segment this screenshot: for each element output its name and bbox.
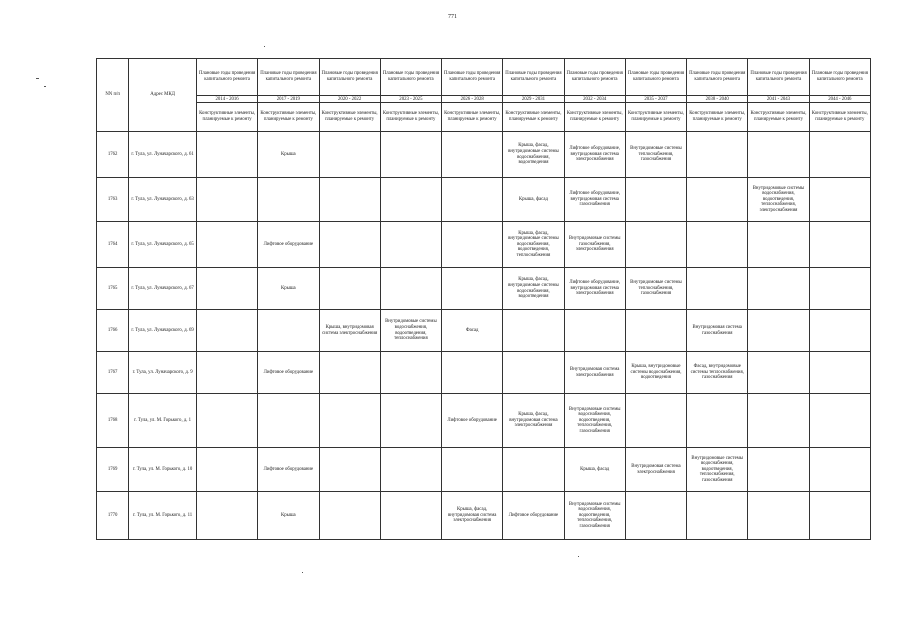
plan-cell bbox=[196, 310, 257, 352]
table-header bbox=[97, 59, 871, 132]
plan-cell bbox=[442, 132, 503, 178]
period-years: 2017 - 2019 bbox=[258, 96, 319, 103]
table-row bbox=[97, 394, 871, 448]
plan-cell bbox=[687, 268, 748, 310]
table-row bbox=[97, 222, 871, 268]
col-header-address: Адрес МКД bbox=[129, 59, 197, 132]
row-number: 1770 bbox=[97, 492, 129, 540]
plan-cell bbox=[687, 178, 748, 222]
plan-cell bbox=[319, 448, 380, 492]
plan-cell bbox=[380, 394, 441, 448]
page-number: 771 bbox=[448, 14, 457, 20]
plan-cell: Внутридомовые системы водоснабжения, водоотведения, теплоснабжения bbox=[380, 310, 441, 352]
scan-speck bbox=[44, 86, 46, 87]
plan-cell bbox=[258, 310, 319, 352]
table-row bbox=[97, 492, 871, 540]
col-header-period: Плановые годы проведения капитального ремонта bbox=[503, 59, 564, 96]
col-subheader: Конструктивные элементы, планируемые к ремонту bbox=[564, 103, 625, 132]
plan-cell bbox=[625, 310, 686, 352]
plan-cell: Внутридомовая система электроснабжения bbox=[564, 352, 625, 394]
col-header-period: Плановые годы проведения капитального ремонта bbox=[809, 59, 870, 96]
plan-cell: Лифтовое оборудование bbox=[503, 492, 564, 540]
plan-cell: Крыша, фасад, внутридомовые системы водоснабжения, водоотведения bbox=[503, 268, 564, 310]
plan-cell: Крыша bbox=[258, 132, 319, 178]
plan-cell: Крыша, фасад bbox=[503, 178, 564, 222]
col-subheader: Конструктивные элементы, планируемые к ремонту bbox=[196, 103, 257, 132]
plan-cell bbox=[442, 448, 503, 492]
row-address: г. Тула, ул. Луначарского, д. 67 bbox=[129, 268, 197, 310]
plan-cell: Крыша, фасад, внутридомовая система электроснабжения bbox=[442, 492, 503, 540]
plan-cell: Лифтовое оборудование bbox=[442, 394, 503, 448]
plan-cell bbox=[258, 178, 319, 222]
plan-cell: Фасад, внутридомовые системы теплоснабжения, газоснабжения bbox=[687, 352, 748, 394]
row-number: 1764 bbox=[97, 222, 129, 268]
plan-cell bbox=[442, 178, 503, 222]
header-row-years bbox=[97, 96, 871, 103]
col-header-period: Плановые годы проведения капитального ремонта bbox=[319, 59, 380, 96]
scan-speck bbox=[302, 572, 303, 573]
plan-cell bbox=[503, 448, 564, 492]
header-row-elements bbox=[97, 103, 871, 132]
plan-cell bbox=[687, 132, 748, 178]
plan-cell: Внутридомовые системы водоснабжения, водоотведения, теплоснабжения, газоснабжения bbox=[564, 394, 625, 448]
plan-cell: Крыша, фасад, внутридомовые системы водоснабжения, водоотведения, теплоснабжения bbox=[503, 222, 564, 268]
scan-speck bbox=[36, 78, 39, 79]
plan-cell bbox=[748, 492, 809, 540]
row-address: г. Тула, ул. М. Горького, д. 10 bbox=[129, 448, 197, 492]
table-row bbox=[97, 132, 871, 178]
plan-cell bbox=[687, 492, 748, 540]
plan-cell bbox=[196, 394, 257, 448]
plan-cell bbox=[503, 310, 564, 352]
row-address: г. Тула, ул. Луначарского, д. 63 bbox=[129, 178, 197, 222]
col-header-period: Плановые годы проведения капитального ремонта bbox=[564, 59, 625, 96]
row-address: г. Тула, ул. М. Горького, д. 11 bbox=[129, 492, 197, 540]
period-years: 2038 - 2040 bbox=[687, 96, 748, 103]
plan-cell: Внутридомовые системы водоснабжения, водоотведения, теплоснабжения, газоснабжения bbox=[687, 448, 748, 492]
col-subheader: Конструктивные элементы, планируемые к ремонту bbox=[625, 103, 686, 132]
plan-cell bbox=[196, 268, 257, 310]
plan-cell: Крыша, фасад, внутридомовые системы водоснабжения, водоотведения bbox=[503, 132, 564, 178]
plan-cell bbox=[809, 448, 870, 492]
plan-cell bbox=[196, 222, 257, 268]
plan-cell bbox=[809, 394, 870, 448]
col-subheader: Конструктивные элементы, планируемые к ремонту bbox=[809, 103, 870, 132]
table-row bbox=[97, 310, 871, 352]
plan-cell: Лифтовое оборудование bbox=[258, 352, 319, 394]
row-number: 1768 bbox=[97, 394, 129, 448]
plan-cell bbox=[319, 352, 380, 394]
col-header-period: Плановые годы проведения капитального ремонта bbox=[748, 59, 809, 96]
plan-cell: Лифтовое оборудование, внутридомовая система газоснабжения bbox=[564, 178, 625, 222]
plan-cell bbox=[380, 178, 441, 222]
plan-cell: Крыша, внутридомовые системы водоснабжения, водоотведения bbox=[625, 352, 686, 394]
plan-cell: Крыша, внутридомовая система электроснабжения bbox=[319, 310, 380, 352]
col-header-period: Плановые годы проведения капитального ремонта bbox=[625, 59, 686, 96]
plan-cell: Внутридомовые системы водоснабжения, водоотведения, теплоснабжения, газоснабжения bbox=[564, 492, 625, 540]
plan-cell bbox=[380, 492, 441, 540]
plan-cell: Лифтовое оборудование bbox=[258, 222, 319, 268]
plan-cell bbox=[748, 448, 809, 492]
col-subheader: Конструктивные элементы, планируемые к ремонту bbox=[319, 103, 380, 132]
plan-cell bbox=[809, 310, 870, 352]
plan-cell: Крыша bbox=[258, 492, 319, 540]
plan-cell bbox=[380, 268, 441, 310]
period-years: 2032 - 2034 bbox=[564, 96, 625, 103]
plan-cell: Лифтовое оборудование bbox=[258, 448, 319, 492]
plan-cell bbox=[380, 352, 441, 394]
row-number: 1766 bbox=[97, 310, 129, 352]
row-number: 1763 bbox=[97, 178, 129, 222]
row-number: 1767 bbox=[97, 352, 129, 394]
plan-cell bbox=[503, 352, 564, 394]
period-years: 2029 - 2031 bbox=[503, 96, 564, 103]
plan-cell: Лифтовое оборудование, внутридомовая система электроснабжения bbox=[564, 268, 625, 310]
col-subheader: Конструктивные элементы, планируемые к ремонту bbox=[258, 103, 319, 132]
plan-cell bbox=[196, 178, 257, 222]
col-subheader: Конструктивные элементы, планируемые к ремонту bbox=[380, 103, 441, 132]
plan-cell: Внутридомовые системы теплоснабжения, газоснабжения bbox=[625, 268, 686, 310]
plan-cell bbox=[809, 268, 870, 310]
plan-cell bbox=[319, 178, 380, 222]
plan-cell bbox=[687, 222, 748, 268]
row-address: г. Тула, ул. Луначарского, д. 9 bbox=[129, 352, 197, 394]
period-years: 2020 - 2022 bbox=[319, 96, 380, 103]
plan-cell bbox=[625, 178, 686, 222]
plan-cell bbox=[564, 310, 625, 352]
plan-cell bbox=[748, 310, 809, 352]
plan-cell bbox=[319, 132, 380, 178]
plan-cell: Крыша, фасад bbox=[564, 448, 625, 492]
plan-cell bbox=[809, 222, 870, 268]
plan-cell bbox=[258, 394, 319, 448]
plan-cell: Внутридомовая система газоснабжения bbox=[687, 310, 748, 352]
capital-repair-plan-table bbox=[96, 58, 871, 540]
plan-cell bbox=[748, 268, 809, 310]
period-years: 2014 - 2016 bbox=[196, 96, 257, 103]
plan-cell bbox=[809, 178, 870, 222]
row-address: г. Тула, ул. Луначарского, д. 61 bbox=[129, 132, 197, 178]
col-header-period: Плановые годы проведения капитального ремонта bbox=[196, 59, 257, 96]
plan-cell bbox=[748, 222, 809, 268]
plan-cell bbox=[380, 132, 441, 178]
plan-cell bbox=[442, 352, 503, 394]
plan-cell bbox=[748, 132, 809, 178]
plan-cell bbox=[809, 352, 870, 394]
plan-cell: Внутридомовые системы газоснабжения, электроснабжения bbox=[564, 222, 625, 268]
row-address: г. Тула, ул. Луначарского, д. 69 bbox=[129, 310, 197, 352]
plan-cell bbox=[442, 222, 503, 268]
scan-speck bbox=[264, 46, 265, 47]
plan-cell: Внутридомовые системы теплоснабжения, газоснабжения bbox=[625, 132, 686, 178]
plan-cell bbox=[625, 222, 686, 268]
plan-cell bbox=[442, 268, 503, 310]
period-years: 2023 - 2025 bbox=[380, 96, 441, 103]
plan-cell bbox=[380, 448, 441, 492]
col-header-period: Плановые годы проведения капитального ремонта bbox=[687, 59, 748, 96]
plan-cell bbox=[625, 394, 686, 448]
table-row bbox=[97, 448, 871, 492]
period-years: 2035 - 2037 bbox=[625, 96, 686, 103]
plan-cell bbox=[196, 132, 257, 178]
plan-cell: Внутридомовая система электроснабжения bbox=[625, 448, 686, 492]
col-subheader: Конструктивные элементы, планируемые к ремонту bbox=[503, 103, 564, 132]
plan-cell bbox=[319, 492, 380, 540]
scan-speck bbox=[578, 556, 579, 557]
plan-cell bbox=[625, 492, 686, 540]
period-years: 2026 - 2028 bbox=[442, 96, 503, 103]
plan-cell bbox=[687, 394, 748, 448]
period-years: 2044 - 2046 bbox=[809, 96, 870, 103]
table-row bbox=[97, 352, 871, 394]
plan-cell bbox=[196, 448, 257, 492]
plan-cell bbox=[809, 492, 870, 540]
plan-cell bbox=[380, 222, 441, 268]
plan-cell bbox=[748, 394, 809, 448]
col-header-period: Плановые годы проведения капитального ремонта bbox=[442, 59, 503, 96]
col-subheader: Конструктивные элементы, планируемые к ремонту bbox=[748, 103, 809, 132]
plan-cell bbox=[196, 352, 257, 394]
plan-cell: Лифтовое оборудование, внутридомовая система электроснабжения bbox=[564, 132, 625, 178]
row-number: 1765 bbox=[97, 268, 129, 310]
col-subheader: Конструктивные элементы, планируемые к ремонту bbox=[442, 103, 503, 132]
period-years: 2041 - 2043 bbox=[748, 96, 809, 103]
plan-cell bbox=[196, 492, 257, 540]
col-header-period: Плановые годы проведения капитального ремонта bbox=[380, 59, 441, 96]
plan-cell bbox=[319, 268, 380, 310]
plan-cell bbox=[319, 394, 380, 448]
table-row bbox=[97, 268, 871, 310]
header-row-periods bbox=[97, 59, 871, 96]
row-address: г. Тула, ул. М. Горького, д. 1 bbox=[129, 394, 197, 448]
row-number: 1769 bbox=[97, 448, 129, 492]
plan-cell bbox=[809, 132, 870, 178]
plan-cell: Крыша, фасад, внутридомовая система электроснабжения bbox=[503, 394, 564, 448]
plan-cell bbox=[748, 352, 809, 394]
plan-cell: Крыша bbox=[258, 268, 319, 310]
row-number: 1762 bbox=[97, 132, 129, 178]
row-address: г. Тула, ул. Луначарского, д. 65 bbox=[129, 222, 197, 268]
col-header-number: NN п/п bbox=[97, 59, 129, 132]
col-header-period: Плановые годы проведения капитального ремонта bbox=[258, 59, 319, 96]
plan-cell bbox=[319, 222, 380, 268]
plan-cell: Внутридомовые системы водоснабжения, водоотведения, теплоснабжения, электроснабжения bbox=[748, 178, 809, 222]
plan-cell: Фасад bbox=[442, 310, 503, 352]
table-row bbox=[97, 178, 871, 222]
col-subheader: Конструктивные элементы, планируемые к ремонту bbox=[687, 103, 748, 132]
table-body bbox=[97, 132, 871, 540]
